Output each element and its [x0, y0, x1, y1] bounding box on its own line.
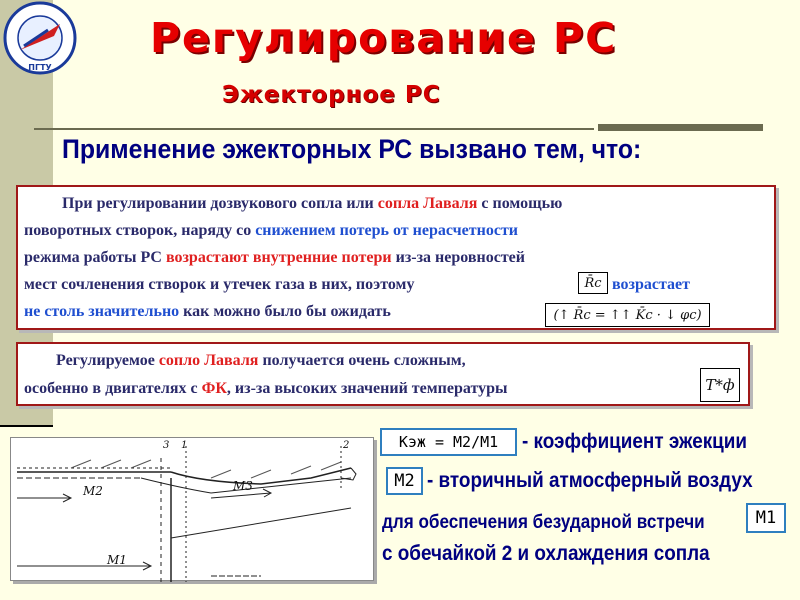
- formula-ejection-coef: Кэж = M2/M1: [380, 428, 517, 456]
- divider-bar: [598, 124, 763, 131]
- ejection-coef-text: - коэффициент эжекции: [522, 430, 748, 453]
- figure-divider: [0, 425, 53, 427]
- box1-line4-end: возрастает: [612, 276, 690, 293]
- m2-text: - вторичный атмосферный воздух: [427, 469, 753, 492]
- box2-line2: особенно в двигателях с ФК, из-за высоких значений температуры: [24, 380, 508, 397]
- ejector-diagram: [11, 438, 375, 582]
- department-logo: [2, 0, 78, 76]
- label-1: 1: [181, 440, 188, 451]
- page-subtitle: Эжекторное РС: [222, 82, 441, 108]
- box1-line1: При регулировании дозвукового сопла или сопла Лаваля с помощью: [62, 195, 563, 212]
- divider-line: [34, 128, 594, 130]
- formula-rc-large: (↑ R̄c = ↑↑ K̄c · ↓ φc): [545, 303, 710, 327]
- formula-m2: M2: [386, 467, 423, 495]
- formula-tf: T*ф: [700, 368, 740, 402]
- formula-rc-small: R̄c: [578, 272, 608, 294]
- purpose-line-2: с обечайкой 2 и охлаждения сопла: [382, 542, 710, 565]
- label-m1: M1: [107, 553, 127, 567]
- label-3: 3: [163, 440, 170, 451]
- page-title: Регулирование РС: [150, 14, 618, 62]
- box1-line2: поворотных створок, наряду со снижением потерь от нерасчетности: [24, 222, 519, 239]
- label-2: 2: [343, 440, 350, 451]
- label-m2: M2: [83, 484, 103, 498]
- logo-text-bottom: ПГТУ: [28, 63, 52, 72]
- ejector-nozzle-figure: [10, 437, 374, 581]
- purpose-line-1: для обеспечения безударной встречи: [382, 512, 705, 533]
- formula-m1: M1: [746, 503, 786, 533]
- box1-line4: мест сочленения створок и утечек газа в них, поэтому: [24, 276, 415, 293]
- box2-line1: Регулируемое сопло Лаваля получается очень сложным,: [56, 352, 466, 369]
- box1-line5: не столь значительно как можно было бы ожидать: [24, 303, 391, 320]
- label-m3: M3: [233, 479, 253, 493]
- box1-line3: режима работы РС возрастают внутренние потери из-за неровностей: [24, 249, 525, 266]
- section-heading: Применение эжекторных РС вызвано тем, что:: [62, 134, 642, 164]
